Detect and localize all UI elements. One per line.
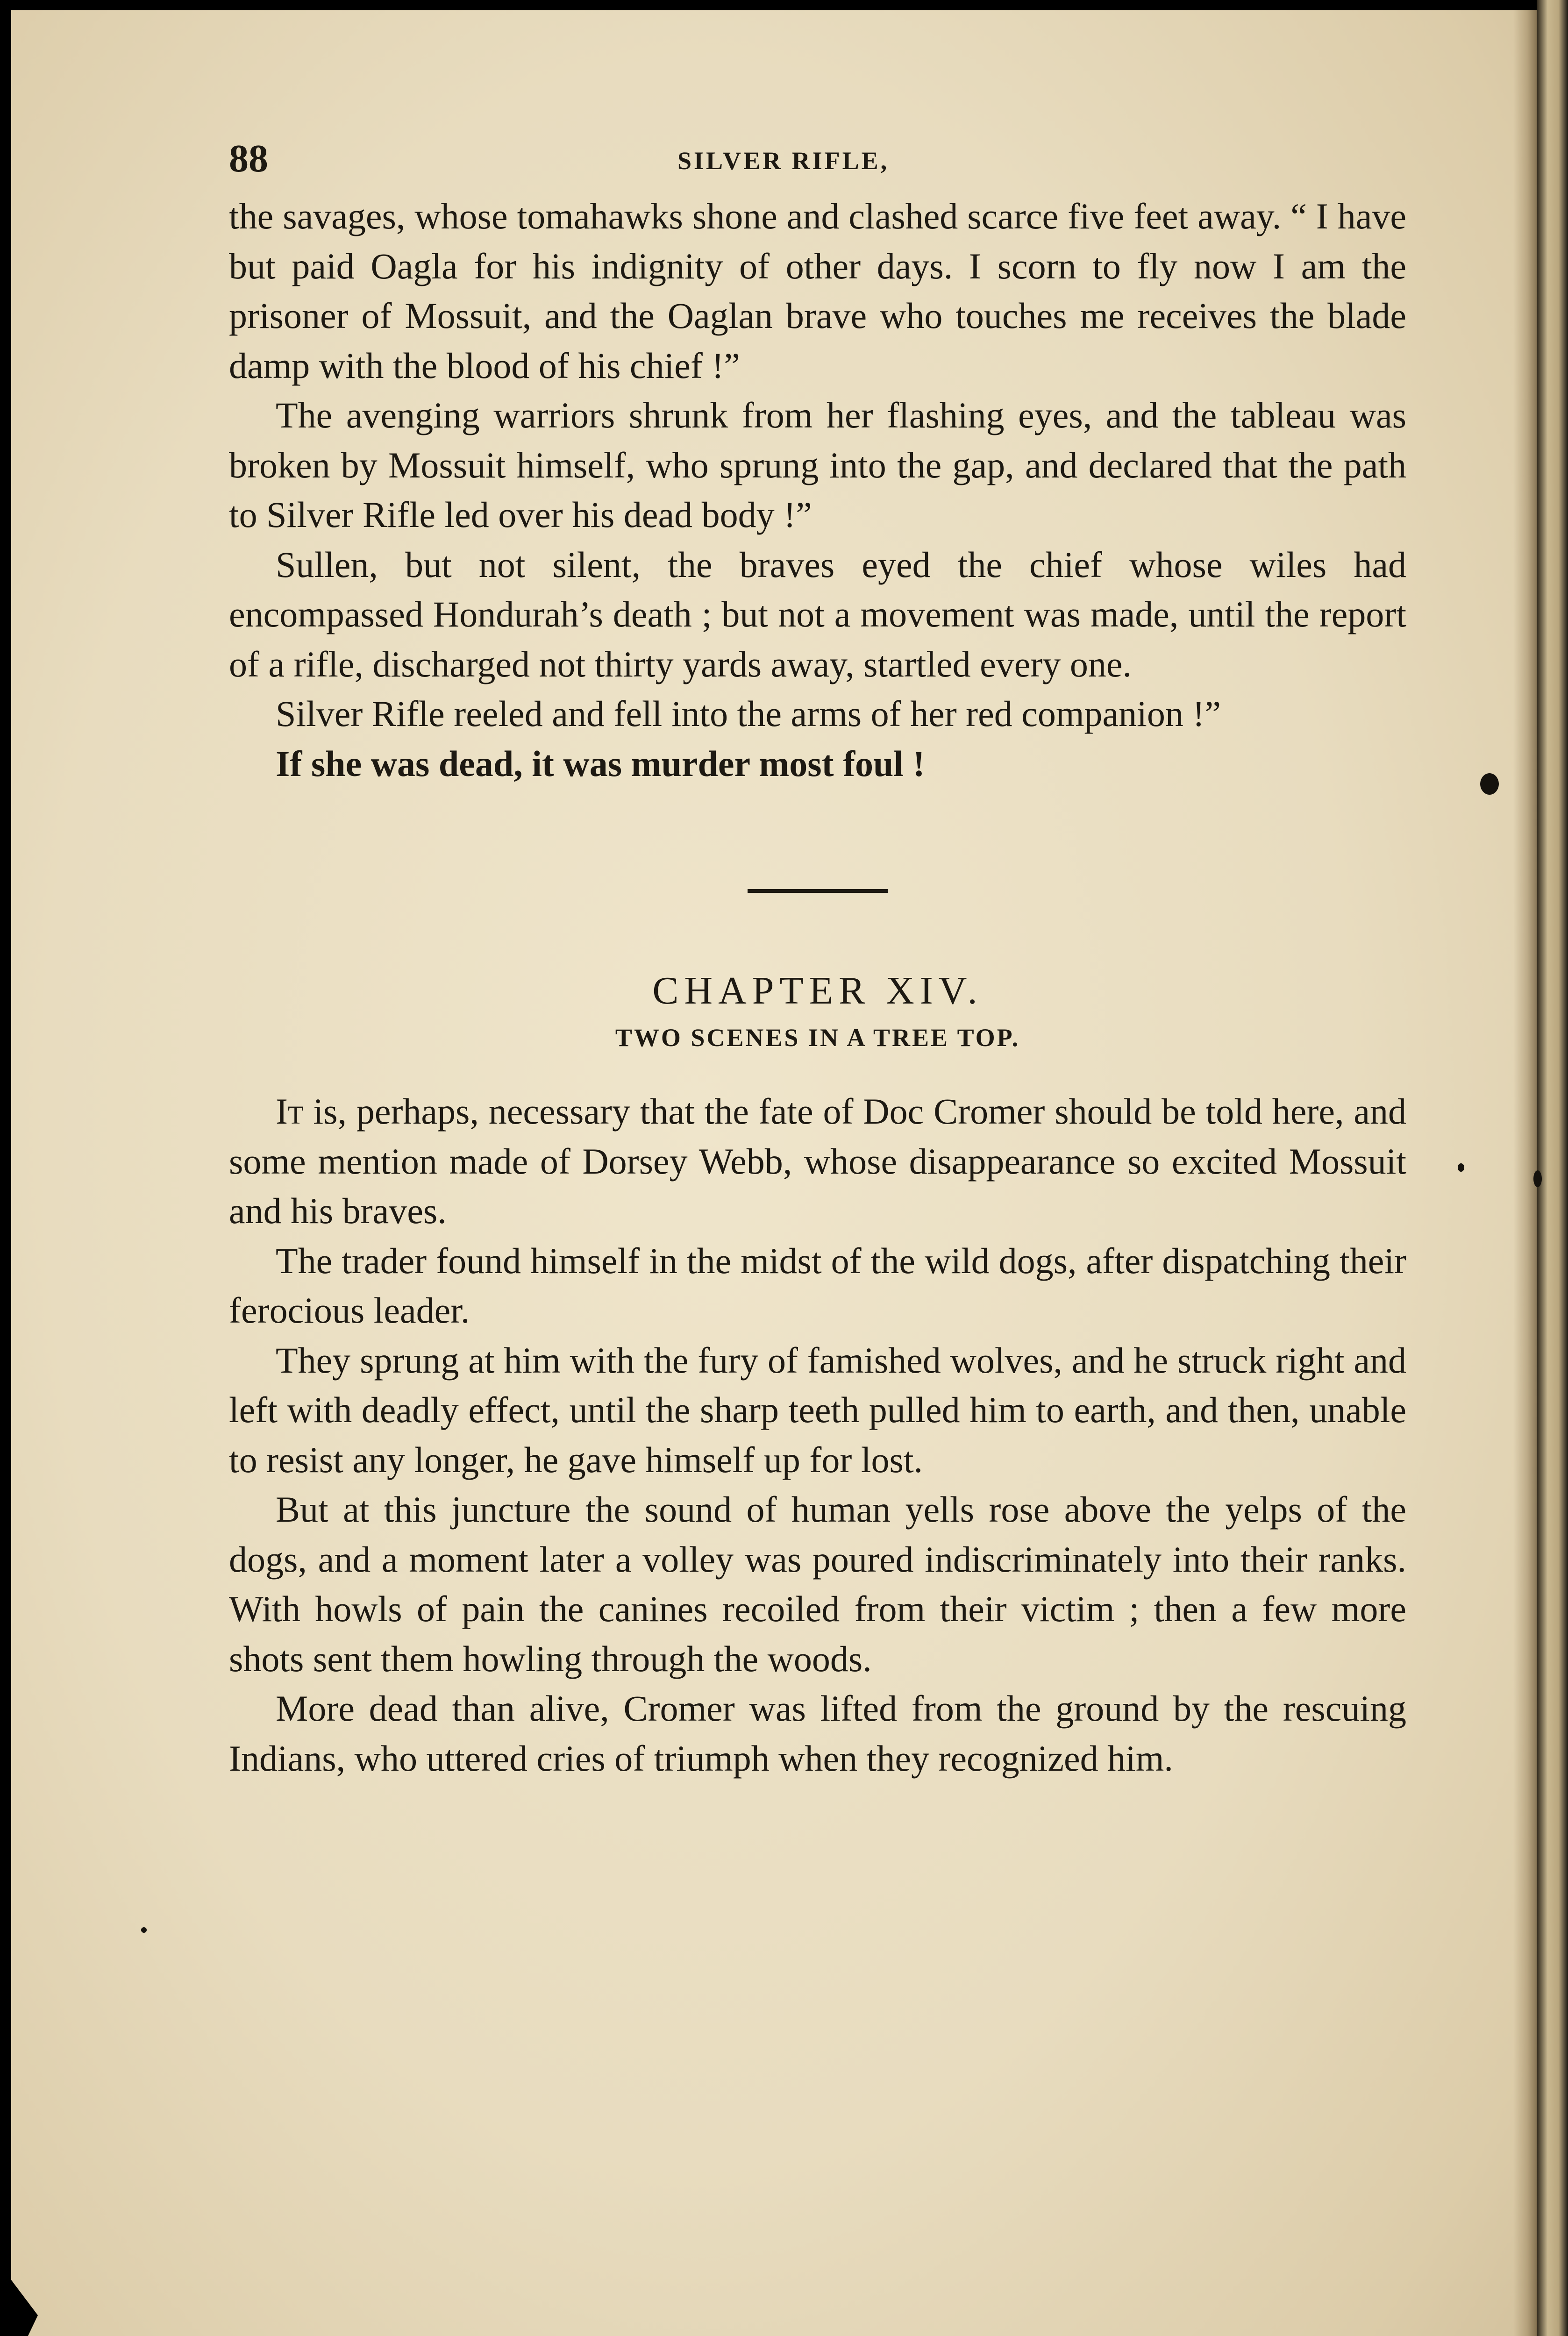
paragraph-text: More dead than alive, Cromer was lifted from the ground by the rescuing Indians, who uttered cries of triumph when they recognized him. bbox=[229, 1688, 1406, 1779]
chapter-subtitle: TWO SCENES IN A TREE TOP. bbox=[615, 1024, 1020, 1052]
paragraph bbox=[229, 1336, 1406, 1485]
paragraph-text: is, perhaps, necessary that the fate of Doc Cromer should be told here, and some mention made of Dorsey Webb, whose disappearance so excited Mossuit and his braves. bbox=[229, 1091, 1406, 1231]
paragraph bbox=[229, 739, 1406, 789]
chapter-title: CHAPTER XIV. bbox=[652, 969, 983, 1012]
paragraph-text: the savages, whose tomahawks shone and clashed scarce five feet away. “ I have but paid Oagla for his indignity of other days. I scorn to fly now I am the prisoner of Mossuit, and the Oaglan brave who touches me receives the blade damp with the blood of his chief !” bbox=[229, 196, 1406, 386]
page-text-block bbox=[229, 135, 1406, 1783]
paragraph bbox=[229, 192, 1406, 391]
running-title: SILVER RIFLE, bbox=[677, 147, 890, 175]
paragraph bbox=[229, 689, 1406, 739]
section-divider-rule bbox=[748, 889, 888, 893]
paragraph bbox=[229, 540, 1406, 690]
paragraph-text: They sprung at him with the fury of famished wolves, and he struck right and left with deadly effect, until the sharp teeth pulled him to earth, and then, unable to resist any longer, he gave himself up for lost. bbox=[229, 1339, 1406, 1480]
paragraph-text: If she was dead, it was murder most foul ! bbox=[276, 743, 925, 784]
ink-speck-mark bbox=[1533, 1170, 1542, 1187]
ink-blot-mark bbox=[1480, 773, 1499, 795]
paragraph-text: Silver Rifle reeled and fell into the arms of her red companion !” bbox=[276, 693, 1221, 734]
page-number: 88 bbox=[229, 137, 268, 180]
running-head bbox=[229, 135, 1406, 192]
ink-speck-mark bbox=[141, 1927, 147, 1933]
paragraph bbox=[229, 1684, 1406, 1783]
paragraph-text: The avenging warriors shrunk from her flashing eyes, and the tableau was broken by Mossuit himself, who sprung into the gap, and declared that the path to Silver Rifle led over his dead body !” bbox=[229, 395, 1406, 535]
paragraph-lead-word: It bbox=[276, 1091, 304, 1132]
paragraph bbox=[229, 1087, 1406, 1236]
paragraphs-bottom bbox=[229, 1087, 1406, 1783]
ink-speck-mark bbox=[1458, 1163, 1464, 1172]
paragraph-text: But at this juncture the sound of human yells rose above the yelps of the dogs, and a moment later a volley was poured indiscriminately into their ranks. With howls of pain the canines recoiled from their victim ; then a few more shots sent them howling through the woods. bbox=[229, 1489, 1406, 1679]
paragraph bbox=[229, 1485, 1406, 1684]
paragraph-text: The trader found himself in the midst of the wild dogs, after dispatching their ferocious leader. bbox=[229, 1240, 1406, 1331]
paragraph bbox=[229, 1236, 1406, 1336]
page-edge-shadow bbox=[1513, 10, 1537, 2336]
paragraphs-top bbox=[229, 192, 1406, 789]
paragraph bbox=[229, 391, 1406, 540]
book-spine-edge bbox=[1537, 0, 1568, 2336]
paragraph-text: Sullen, but not silent, the braves eyed the chief whose wiles had encompassed Hondurah’s death ; but not a movement was made, until the report of a rifle, discharged not thirty yards away, startled every one. bbox=[229, 544, 1406, 684]
